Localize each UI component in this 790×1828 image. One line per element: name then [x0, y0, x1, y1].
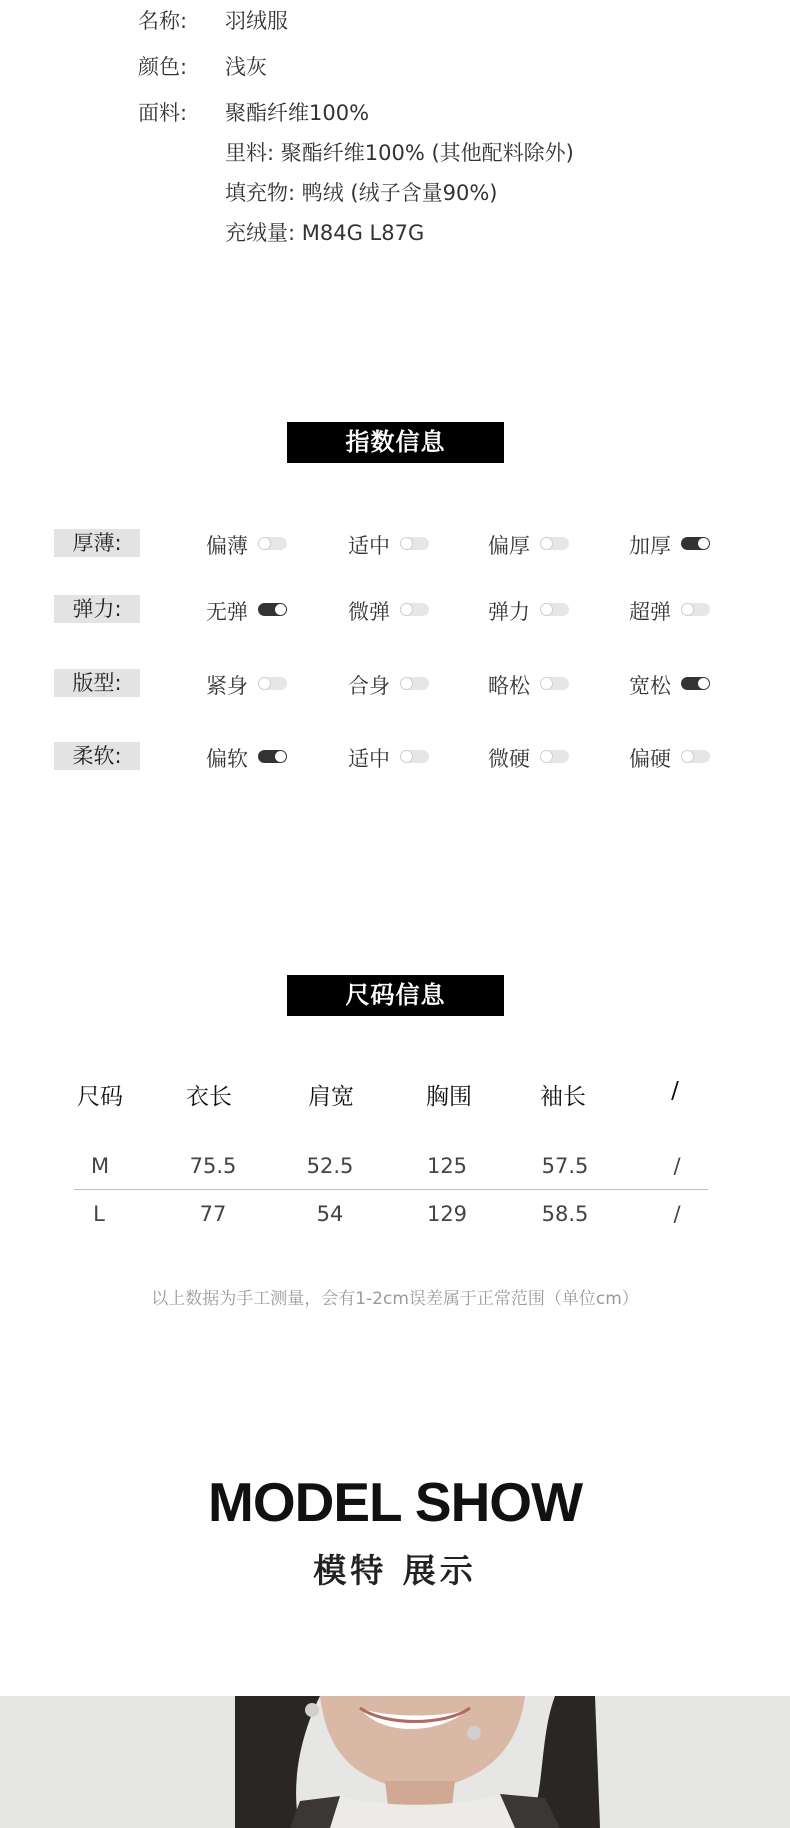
index-option-label: 略松 — [488, 674, 530, 698]
index-option-label: 偏硬 — [629, 747, 671, 771]
toggle-off-icon[interactable] — [540, 750, 569, 763]
model-show-subtitle: 模特 展示 — [313, 1551, 477, 1590]
filling-text: 填充物: 鸭绒 (绒子含量90%) — [225, 181, 498, 205]
table-cell: 57.5 — [541, 1154, 589, 1178]
index-option-label: 偏薄 — [206, 534, 248, 558]
size-banner: 尺码信息 — [287, 975, 504, 1016]
toggle-knob — [698, 678, 709, 689]
toggle-on-icon[interactable] — [681, 677, 710, 690]
toggle-off-icon[interactable] — [400, 677, 429, 690]
lining-text: 里料: 聚酯纤维100% (其他配料除外) — [225, 141, 574, 165]
table-cell: 129 — [426, 1202, 468, 1226]
table-cell: / — [673, 1202, 681, 1226]
index-option-label: 适中 — [348, 534, 390, 558]
size-header: 袖长 — [540, 1084, 586, 1110]
color-value: 浅灰 — [225, 55, 267, 79]
index-row-label: 版型: — [54, 669, 140, 697]
toggle-knob — [541, 538, 552, 549]
toggle-off-icon[interactable] — [400, 750, 429, 763]
table-cell: 58.5 — [541, 1202, 589, 1226]
index-option-label: 微弹 — [348, 600, 390, 624]
model-photo — [0, 1696, 790, 1828]
toggle-off-icon[interactable] — [400, 537, 429, 550]
index-option-label: 弹力 — [488, 600, 530, 624]
table-cell: 125 — [426, 1154, 468, 1178]
toggle-off-icon[interactable] — [258, 537, 287, 550]
size-header: 衣长 — [186, 1084, 232, 1110]
toggle-on-icon[interactable] — [258, 750, 287, 763]
index-option-label: 合身 — [348, 674, 390, 698]
measurement-note: 以上数据为手工测量，会有1-2cm误差属于正常范围（单位cm） — [151, 1289, 639, 1309]
toggle-on-icon[interactable] — [258, 603, 287, 616]
size-header: 肩宽 — [308, 1084, 354, 1110]
toggle-knob — [401, 678, 412, 689]
size-header: 胸围 — [426, 1084, 472, 1110]
index-option-label: 超弹 — [629, 600, 671, 624]
toggle-knob — [275, 604, 286, 615]
toggle-knob — [259, 538, 270, 549]
index-banner: 指数信息 — [287, 422, 504, 463]
index-option-label: 微硬 — [488, 747, 530, 771]
index-option-label: 无弹 — [206, 600, 248, 624]
table-cell: L — [93, 1202, 105, 1226]
toggle-knob — [541, 604, 552, 615]
toggle-off-icon[interactable] — [540, 537, 569, 550]
index-row — [0, 740, 790, 772]
index-option-label: 偏软 — [206, 747, 248, 771]
model-photo-illustration — [0, 1696, 790, 1828]
toggle-knob — [698, 538, 709, 549]
toggle-off-icon[interactable] — [540, 603, 569, 616]
toggle-knob — [541, 678, 552, 689]
table-cell: 77 — [199, 1202, 227, 1226]
table-cell: 52.5 — [306, 1154, 354, 1178]
toggle-on-icon[interactable] — [681, 537, 710, 550]
toggle-knob — [401, 751, 412, 762]
name-label: 名称: — [138, 9, 188, 33]
index-row — [0, 527, 790, 559]
toggle-off-icon[interactable] — [258, 677, 287, 690]
index-option-label: 适中 — [348, 747, 390, 771]
toggle-knob — [259, 678, 270, 689]
table-divider — [74, 1189, 708, 1190]
table-cell: M — [90, 1154, 110, 1178]
index-option-label: 紧身 — [206, 674, 248, 698]
fabric-value: 聚酯纤维100% — [225, 101, 370, 125]
index-option-label: 偏厚 — [488, 534, 530, 558]
toggle-off-icon[interactable] — [400, 603, 429, 616]
toggle-knob — [682, 604, 693, 615]
fill-amount-text: 充绒量: M84G L87G — [225, 221, 425, 245]
color-label: 颜色: — [138, 55, 188, 79]
index-row — [0, 667, 790, 699]
index-row — [0, 593, 790, 625]
index-option-label: 加厚 — [629, 534, 671, 558]
name-value: 羽绒服 — [225, 9, 288, 33]
fabric-label: 面料: — [138, 101, 188, 125]
toggle-off-icon[interactable] — [681, 750, 710, 763]
table-cell: / — [673, 1154, 681, 1178]
toggle-knob — [401, 604, 412, 615]
toggle-knob — [682, 751, 693, 762]
toggle-off-icon[interactable] — [681, 603, 710, 616]
toggle-knob — [401, 538, 412, 549]
size-header: / — [671, 1078, 679, 1104]
model-show-title: MODEL SHOW — [208, 1471, 582, 1533]
table-cell: 54 — [316, 1202, 344, 1226]
toggle-knob — [541, 751, 552, 762]
table-cell: 75.5 — [189, 1154, 237, 1178]
index-row-label: 柔软: — [54, 742, 140, 770]
toggle-off-icon[interactable] — [540, 677, 569, 690]
index-row-label: 厚薄: — [54, 529, 140, 557]
toggle-knob — [275, 751, 286, 762]
size-header: 尺码 — [77, 1084, 123, 1110]
index-row-label: 弹力: — [54, 595, 140, 623]
index-option-label: 宽松 — [629, 674, 671, 698]
